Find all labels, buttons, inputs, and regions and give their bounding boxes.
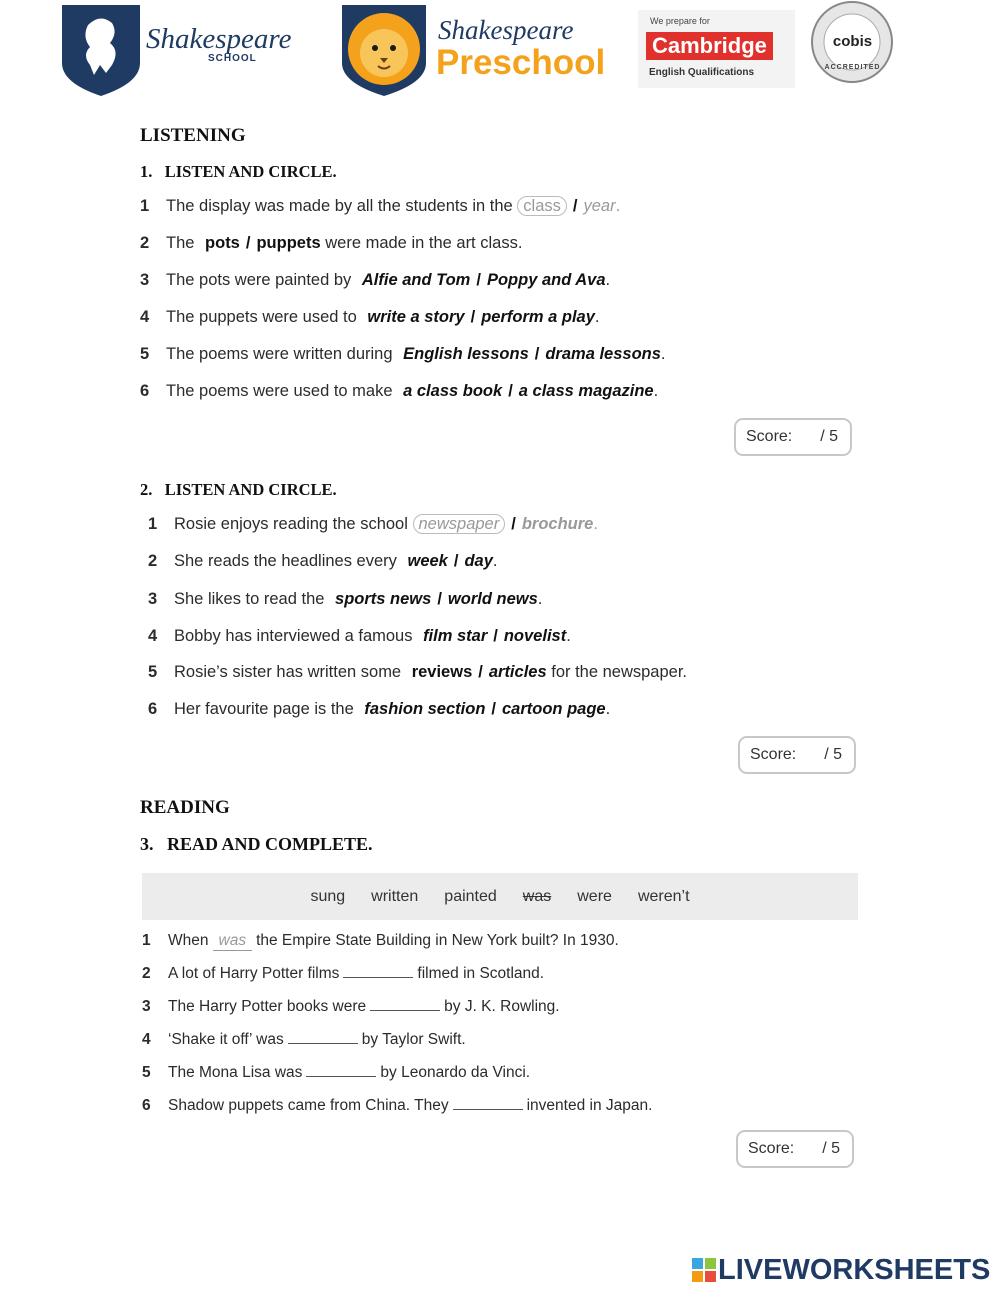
ex3-item: 2 A lot of Harry Potter films filmed in Scotland. [142,965,545,982]
word-bank-item-used[interactable]: was [522,887,552,905]
ex1-item: 1 The display was made by all the students in the class / year. [140,197,621,215]
logo1-sub: SCHOOL [208,53,257,64]
footer-brand: LIVEWORKSHEETS [718,1253,991,1286]
option-b[interactable]: Poppy and Ava [486,271,606,289]
ex3-item: 3 The Harry Potter books were by J. K. Rowling. [142,998,560,1015]
word-bank-item[interactable]: painted [444,887,497,905]
liveworksheets-grid-icon [692,1258,716,1282]
option-a[interactable]: fashion section [364,700,486,718]
word-bank-item[interactable]: were [577,887,612,905]
ex2-item: 5 Rosie’s sister has written some reviews / articles for the newspaper. [148,663,687,681]
cambridge-brand: Cambridge [646,32,773,60]
option-a[interactable]: Alfie and Tom [361,271,471,289]
word-bank [142,873,858,920]
ex3-item: 6 Shadow puppets came from China. They invented in Japan. [142,1097,653,1114]
option-a[interactable]: a class book [403,382,503,400]
exercise-3-title: 3. READ AND COMPLETE. [140,834,373,854]
reading-heading: READING [140,797,230,818]
answer-blank[interactable] [370,998,440,1011]
option-b[interactable]: day [464,552,493,570]
score-denominator: / 5 [820,428,839,445]
option-b[interactable]: world news [447,590,538,608]
score-denominator: / 5 [824,746,843,763]
listening-heading: LISTENING [140,125,246,146]
option-b[interactable]: a class magazine [518,382,654,400]
answer-blank[interactable] [343,965,413,978]
word-bank-item[interactable]: weren’t [637,887,690,905]
exercise-2-title: 2. LISTEN AND CIRCLE. [140,480,337,499]
score-label: Score: [748,1140,795,1157]
logo2-text2: Preschool [436,43,606,82]
answer-blank[interactable] [306,1064,376,1077]
option-b[interactable]: articles [488,663,547,681]
option-b[interactable]: brochure [521,515,594,533]
option-a[interactable]: English lessons [403,345,529,363]
score-label: Score: [746,428,793,445]
cambridge-logo [638,10,795,88]
ex1-item: 3 The pots were painted by Alfie and Tom / Poppy and Ava. [140,271,611,289]
score-label: Score: [750,746,797,763]
ex3-item: 5 The Mona Lisa was by Leonardo da Vinci. [142,1064,531,1081]
cambridge-pre: We prepare for [650,16,710,26]
option-b[interactable]: year [583,197,616,215]
cobis-ring: ACCREDITED [824,64,881,71]
ex2-item: 6 Her favourite page is the fashion section / cartoon page. [148,700,611,718]
ex3-item: 4 ‘Shake it off’ was by Taylor Swift. [142,1031,466,1048]
lion-face-icon [340,3,428,98]
ex2-item: 3 She likes to read the sports news / world news. [148,590,543,608]
option-a[interactable]: film star [423,627,488,645]
option-a[interactable]: write a story [367,308,465,326]
header-logos [55,0,955,100]
ex2-item: 4 Bobby has interviewed a famous film star / novelist. [148,627,571,645]
ex2-item: 1 Rosie enjoys reading the school newspaper / brochure. [148,515,598,533]
word-bank-item[interactable]: written [371,887,419,905]
option-a[interactable]: pots [205,234,240,252]
circled-option[interactable]: class [517,196,567,216]
liveworksheets-brand [692,1254,990,1286]
cobis-text: cobis [832,33,873,50]
logo1-text: Shakespeare [146,23,292,55]
score-denominator: / 5 [822,1140,841,1157]
score-box-ex3 [736,1130,854,1168]
score-box-ex2 [738,736,856,774]
option-b[interactable]: drama lessons [545,345,661,363]
answer-blank-filled[interactable]: was [213,932,253,951]
ex1-item: 2 The pots / puppets were made in the art class. [140,234,523,252]
option-a[interactable]: week [407,552,448,570]
answer-blank[interactable] [288,1031,358,1044]
cobis-seal [810,0,895,85]
lion-crest-icon [60,3,142,98]
cambridge-sub: English Qualifications [649,67,755,78]
ex1-item: 5 The poems were written during English lessons / drama lessons. [140,345,666,363]
item-number: 1 [140,197,150,215]
option-a[interactable]: sports news [335,590,432,608]
circled-option[interactable]: newspaper [413,514,506,534]
option-a[interactable]: reviews [411,663,473,681]
option-b[interactable]: novelist [503,627,567,645]
option-b[interactable]: cartoon page [502,700,606,718]
item-text: The display was made by all the students in the [166,197,513,215]
ex1-item: 6 The poems were used to make a class book / a class magazine. [140,382,659,400]
option-b[interactable]: perform a play [481,308,595,326]
score-box-ex1 [734,418,852,456]
ex2-item: 2 She reads the headlines every week / day. [148,552,498,570]
logo2-text1: Shakespeare [438,15,574,45]
answer-blank[interactable] [453,1097,523,1110]
ex1-item: 4 The puppets were used to write a story / perform a play. [140,308,600,326]
shakespeare-preschool-logo [340,3,610,98]
shakespeare-school-logo [60,3,292,98]
ex3-item: 1 When was the Empire State Building in New York built? In 1930. [142,932,619,949]
exercise-1-title: 1. LISTEN AND CIRCLE. [140,162,337,181]
word-bank-item[interactable]: sung [310,887,346,905]
option-b[interactable]: puppets [256,234,321,252]
